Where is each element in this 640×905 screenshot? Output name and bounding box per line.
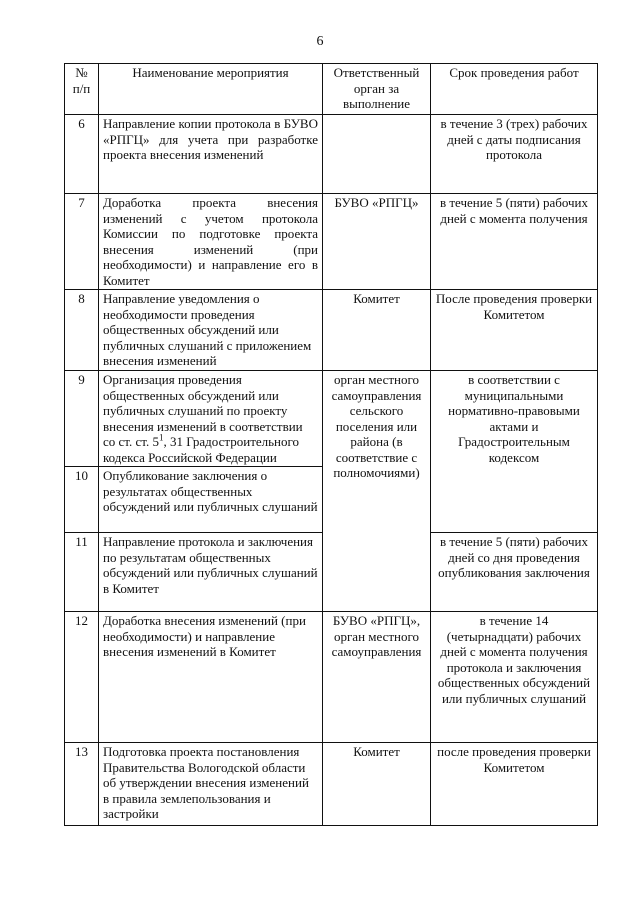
row-number: 13 bbox=[65, 743, 99, 826]
table-header-row bbox=[65, 64, 598, 115]
row-measure-name: Доработка внесения изменений (при необходимости) и направление внесения изменений в Комитет bbox=[99, 612, 323, 743]
header-num: № п/п bbox=[65, 64, 99, 115]
page-number: 6 bbox=[316, 34, 324, 49]
header-org: Ответственный орган за выполнение bbox=[323, 64, 431, 115]
article-superscript: 1 bbox=[158, 432, 164, 443]
row-measure-name: Направление уведомления о необходимости проведения общественных обсуждений или публичных слушаний с приложением внесения изменений bbox=[99, 290, 323, 371]
row-term: в течение 5 (пяти) рабочих дней со дня проведения опубликования заключения bbox=[431, 533, 598, 612]
row-responsible-org bbox=[323, 115, 431, 194]
row-responsible-org: БУВО «РПГЦ» bbox=[323, 194, 431, 290]
header-term: Срок проведения работ bbox=[431, 64, 598, 115]
row-measure-name-main: Организация проведения общественных обсуждений или публичных слушаний по проекту внесения изменений в соответствии со ст. ст. 5 bbox=[103, 372, 303, 449]
row-number: 12 bbox=[65, 612, 99, 743]
row-measure-name bbox=[99, 371, 323, 467]
table-row bbox=[65, 612, 598, 743]
measures-table bbox=[64, 63, 598, 826]
row-number: 8 bbox=[65, 290, 99, 371]
row-term: в течение 14 (четырнадцати) рабочих дней с момента получения протокола и заключения общественных обсуждений или публичных слушаний bbox=[431, 612, 598, 743]
row-term: после проведения проверки Комитетом bbox=[431, 743, 598, 826]
row-responsible-org: Комитет bbox=[323, 743, 431, 826]
table-row bbox=[65, 290, 598, 371]
row-term: в соответствии с муниципальными нормативно-правовыми актами и Градостроительным кодексом bbox=[431, 371, 598, 533]
row-term: в течение 5 (пяти) рабочих дней с момента получения bbox=[431, 194, 598, 290]
row-number: 7 bbox=[65, 194, 99, 290]
row-measure-name: Направление копии протокола в БУВО «РПГЦ» для учета при разработке проекта внесения изменений bbox=[99, 115, 323, 194]
row-term: После проведения проверки Комитетом bbox=[431, 290, 598, 371]
row-measure-name-tail: , 31 Градостроительного кодекса Российской Федерации bbox=[103, 434, 300, 465]
table-row bbox=[65, 743, 598, 826]
row-responsible-org: Комитет bbox=[323, 290, 431, 371]
table-row bbox=[65, 115, 598, 194]
row-responsible-org: орган местного самоуправления сельского поселения или района (в соответствие с полномочиями) bbox=[323, 371, 431, 612]
row-measure-name: Опубликование заключения о результатах общественных обсуждений или публичных слушаний bbox=[99, 467, 323, 533]
row-term: в течение 3 (трех) рабочих дней с даты подписания протокола bbox=[431, 115, 598, 194]
table-row bbox=[65, 194, 598, 290]
row-measure-name: Доработка проекта внесения изменений с учетом протокола Комиссии по подготовке проекта внесения изменений (при необходимости) и направление его в Комитет bbox=[99, 194, 323, 290]
row-responsible-org: БУВО «РПГЦ», орган местного самоуправления bbox=[323, 612, 431, 743]
row-number: 6 bbox=[65, 115, 99, 194]
header-name: Наименование мероприятия bbox=[99, 64, 323, 115]
row-measure-name: Направление протокола и заключения по результатам общественных обсуждений или публичных слушаний в Комитет bbox=[99, 533, 323, 612]
row-number: 9 bbox=[65, 371, 99, 467]
row-measure-name: Подготовка проекта постановления Правительства Вологодской области об утверждении внесения изменений в правила землепользования и застройки bbox=[99, 743, 323, 826]
table-row bbox=[65, 371, 598, 467]
row-number: 10 bbox=[65, 467, 99, 533]
row-number: 11 bbox=[65, 533, 99, 612]
